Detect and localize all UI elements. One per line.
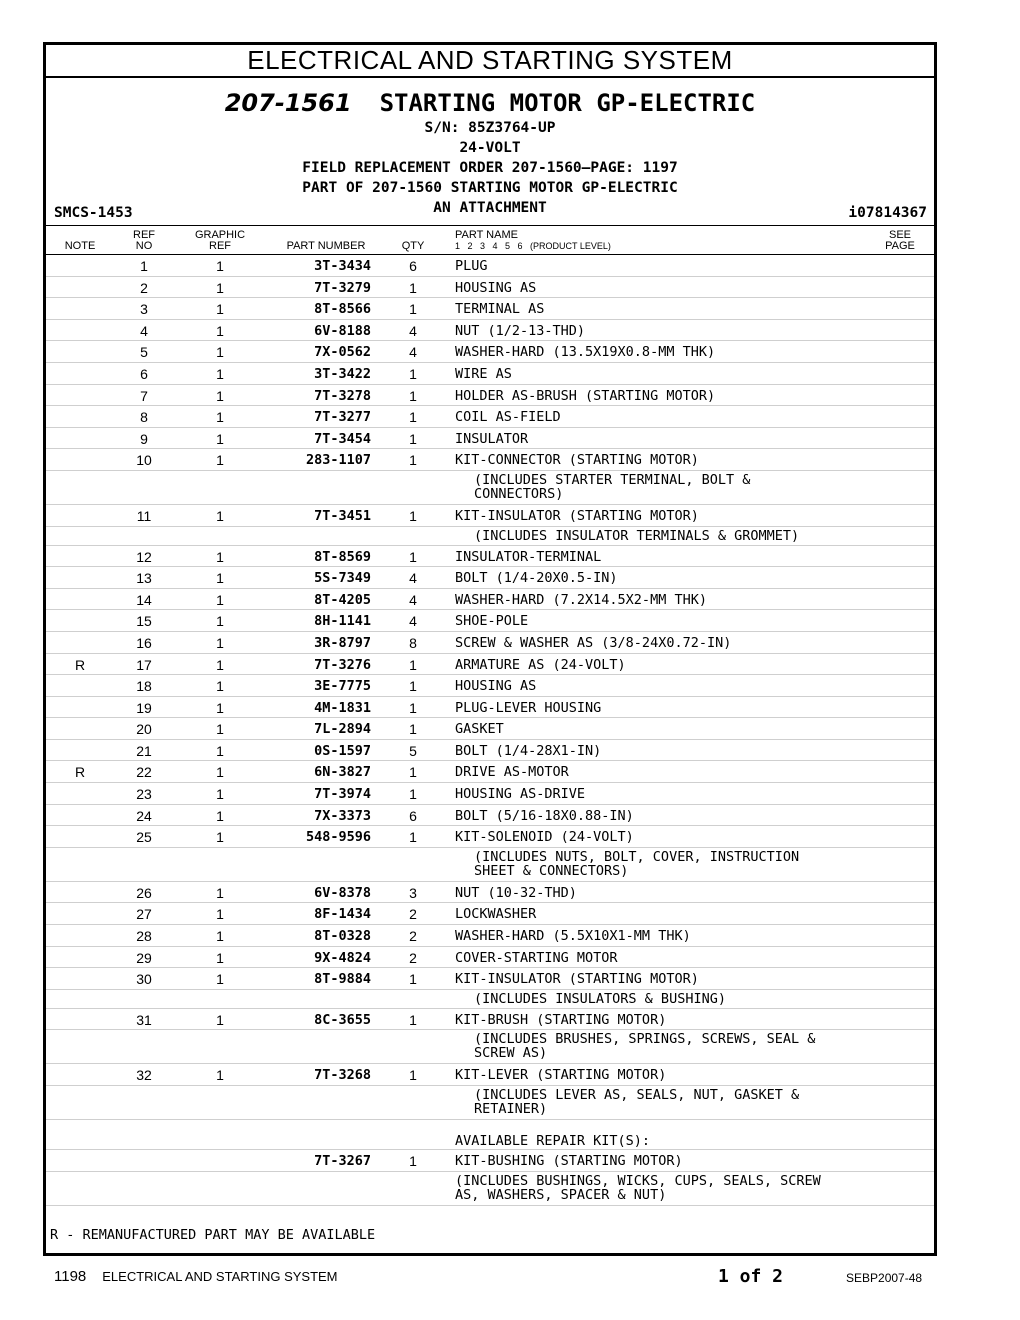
part-name-cell: KIT-CONNECTOR (STARTING MOTOR) — [455, 452, 699, 469]
part-number-cell: 8T-9884 — [314, 971, 371, 988]
sheet-indicator: 1 of 2 — [718, 1266, 784, 1287]
part-name-cell: NUT (10-32-THD) — [455, 884, 577, 901]
qty-cell: 1 — [409, 409, 417, 426]
part-note-text: (INCLUDES INSULATOR TERMINALS & GROMMET) — [474, 527, 800, 544]
part-number-cell: 6V-8188 — [314, 322, 371, 339]
part-name-cell: BOLT (1/4-20X0.5-IN) — [455, 570, 618, 587]
part-number-cell: 7T-3974 — [314, 786, 371, 803]
graphic-ref-cell: 1 — [216, 1067, 224, 1084]
table-row — [46, 805, 934, 827]
table-row — [46, 449, 934, 471]
part-name-cell: NUT (1/2-13-THD) — [455, 322, 586, 339]
table-row — [46, 632, 934, 654]
qty-cell: 1 — [409, 548, 417, 565]
ref-no-cell: 1 — [140, 258, 148, 274]
part-number-cell: 4M-1831 — [314, 699, 371, 716]
part-number-cell: 3T-3434 — [314, 258, 371, 274]
part-name-cell: WASHER-HARD (5.5X10X1-MM THK) — [455, 928, 691, 945]
part-name-cell: HOUSING AS-DRIVE — [455, 786, 586, 803]
ref-no-cell: 29 — [136, 949, 152, 966]
ref-no-cell: 27 — [136, 906, 152, 923]
part-number-cell: 283-1107 — [305, 452, 371, 469]
part-number-cell: 3E-7775 — [314, 678, 371, 695]
part-name-cell: COVER-STARTING MOTOR — [455, 949, 618, 966]
graphic-ref-cell: 1 — [216, 452, 224, 469]
part-number-cell: 7T-3278 — [314, 387, 371, 404]
part-note-text: (INCLUDES NUTS, BOLT, COVER, INSTRUCTION SHEET & CONNECTORS) — [474, 848, 800, 879]
qty-cell: 1 — [409, 678, 417, 695]
group-title — [46, 88, 934, 118]
part-number-cell: 8H-1141 — [314, 613, 371, 630]
part-note-text: (INCLUDES LEVER AS, SEALS, NUT, GASKET & RETAINER) — [474, 1087, 800, 1117]
part-note — [46, 848, 934, 882]
table-row — [46, 567, 934, 589]
qty-cell: 6 — [409, 258, 417, 274]
part-number-cell: 8C-3655 — [314, 1011, 371, 1028]
qty-cell: 8 — [409, 634, 417, 651]
col-graphic-1: GRAPHIC — [194, 229, 246, 241]
part-name-cell: ARMATURE AS (24-VOLT) — [455, 656, 626, 673]
part-note — [46, 990, 934, 1009]
qty-cell: 1 — [409, 656, 417, 673]
ref-no-cell: 2 — [140, 279, 148, 296]
qty-cell: 1 — [409, 279, 417, 296]
qty-cell: 5 — [409, 742, 417, 759]
part-note-text: (INCLUDES STARTER TERMINAL, BOLT & CONNECTORS) — [474, 471, 751, 502]
graphic-ref-cell: 1 — [216, 764, 224, 781]
part-name-cell: KIT-INSULATOR (STARTING MOTOR) — [455, 507, 699, 524]
ref-no-cell: 14 — [136, 591, 152, 608]
table-row — [46, 1064, 934, 1086]
qty-cell: 2 — [409, 928, 417, 945]
ref-no-cell: 3 — [140, 301, 148, 318]
qty-cell: 2 — [409, 949, 417, 966]
col-note: NOTE — [64, 240, 96, 252]
table-row — [46, 903, 934, 925]
qty-cell: 4 — [409, 344, 417, 361]
part-number-cell: 8F-1434 — [314, 906, 371, 923]
footer-left — [54, 1268, 338, 1285]
graphic-ref-cell: 1 — [216, 906, 224, 923]
field-replacement-order: FIELD REPLACEMENT ORDER 207-1560—PAGE: 1197 — [302, 160, 678, 176]
graphic-ref-cell: 1 — [216, 591, 224, 608]
part-number-cell: 7L-2894 — [314, 721, 371, 738]
serial-number: S/N: 85Z3764-UP — [424, 120, 556, 136]
qty-cell: 1 — [409, 1011, 417, 1028]
qty-cell: 1 — [409, 430, 417, 447]
part-name-cell: PLUG — [455, 258, 488, 274]
table-row — [46, 718, 934, 740]
part-number-cell: 7T-3268 — [314, 1067, 371, 1084]
info-reference: i07814367 — [848, 205, 927, 221]
qty-cell: 4 — [409, 570, 417, 587]
part-name-cell: GASKET — [455, 721, 504, 738]
part-name-cell: DRIVE AS-MOTOR — [455, 764, 569, 781]
ref-no-cell: 4 — [140, 322, 148, 339]
graphic-ref-cell: 1 — [216, 570, 224, 587]
part-number-cell: 7X-0562 — [314, 344, 371, 361]
part-number-cell: 8T-4205 — [314, 591, 371, 608]
ref-no-cell: 28 — [136, 928, 152, 945]
graphic-ref-cell: 1 — [216, 344, 224, 361]
table-row — [46, 546, 934, 568]
part-number-cell: 3T-3422 — [314, 365, 371, 382]
part-name-cell: LOCKWASHER — [455, 906, 537, 923]
part-note — [46, 1172, 934, 1206]
table-row — [46, 675, 934, 697]
part-of: PART OF 207-1560 STARTING MOTOR GP-ELECTRIC — [302, 180, 678, 196]
note-cell: R — [74, 764, 86, 781]
ref-no-cell: 15 — [136, 613, 152, 630]
ref-no-cell: 18 — [136, 678, 152, 695]
table-row — [46, 363, 934, 385]
part-note-text: (INCLUDES BUSHINGS, WICKS, CUPS, SEALS, SCREW AS, WASHERS, SPACER & NUT) — [455, 1172, 821, 1203]
part-number-cell: 548-9596 — [305, 829, 371, 846]
part-note — [46, 1030, 934, 1064]
table-row — [46, 341, 934, 363]
group-number: 207-1561 — [224, 89, 352, 117]
part-name-cell: SCREW & WASHER AS (3/8-24X0.72-IN) — [455, 634, 732, 651]
ref-no-cell: 11 — [136, 507, 152, 524]
part-name-cell: WIRE AS — [455, 365, 512, 382]
part-note-text: (INCLUDES BRUSHES, SPRINGS, SCREWS, SEAL & SCREW AS) — [474, 1031, 816, 1062]
qty-cell: 1 — [409, 1067, 417, 1084]
parts-page-frame — [43, 42, 937, 1256]
ref-no-cell: 12 — [136, 548, 152, 565]
table-row — [46, 697, 934, 719]
ref-no-cell: 21 — [136, 742, 152, 759]
part-note-text: (INCLUDES INSULATORS & BUSHING) — [474, 990, 726, 1007]
col-part-name: PART NAME — [455, 229, 518, 241]
part-name-cell: KIT-INSULATOR (STARTING MOTOR) — [455, 971, 699, 988]
part-name-cell: KIT-LEVER (STARTING MOTOR) — [455, 1067, 667, 1084]
part-name-cell: KIT-BRUSH (STARTING MOTOR) — [455, 1011, 667, 1028]
graphic-ref-cell: 1 — [216, 258, 224, 274]
qty-cell: 1 — [409, 786, 417, 803]
part-name-cell: TERMINAL AS — [455, 301, 545, 318]
table-row — [46, 761, 934, 783]
part-name-cell: HOUSING AS — [455, 678, 537, 695]
part-name-cell: KIT-SOLENOID (24-VOLT) — [455, 829, 634, 846]
ref-no-cell: 30 — [136, 971, 152, 988]
col-ref-1: REF — [133, 229, 155, 241]
ref-no-cell: 25 — [136, 829, 152, 846]
group-name: STARTING MOTOR GP-ELECTRIC — [379, 89, 756, 117]
qty-cell: 2 — [409, 906, 417, 923]
table-row — [46, 740, 934, 762]
group-header — [46, 78, 934, 226]
ref-no-cell: 24 — [136, 807, 152, 824]
part-number-cell: 8T-0328 — [314, 928, 371, 945]
part-number-cell: 8T-8569 — [314, 548, 371, 565]
part-note — [46, 1086, 934, 1120]
graphic-ref-cell: 1 — [216, 322, 224, 339]
table-row — [46, 654, 934, 676]
ref-no-cell: 23 — [136, 786, 152, 803]
col-see-page-1: SEE — [888, 229, 911, 241]
column-header — [46, 226, 934, 255]
ref-no-cell: 19 — [136, 699, 152, 716]
col-qty: QTY — [401, 240, 425, 252]
part-note — [46, 527, 934, 546]
graphic-ref-cell: 1 — [216, 1011, 224, 1028]
qty-cell: 1 — [409, 971, 417, 988]
col-product-level: 1 2 3 4 5 6 (PRODUCT LEVEL) — [455, 241, 611, 251]
table-row — [46, 589, 934, 611]
ref-no-cell: 9 — [140, 430, 148, 447]
part-number-cell: 3R-8797 — [314, 634, 371, 651]
qty-cell: 1 — [409, 301, 417, 318]
table-row — [46, 826, 934, 848]
graphic-ref-cell: 1 — [216, 742, 224, 759]
part-name-cell: HOLDER AS-BRUSH (STARTING MOTOR) — [455, 387, 716, 404]
qty-cell: 1 — [409, 721, 417, 738]
table-row — [46, 783, 934, 805]
graphic-ref-cell: 1 — [216, 613, 224, 630]
qty-cell: 1 — [409, 452, 417, 469]
qty-cell: 1 — [409, 829, 417, 846]
graphic-ref-cell: 1 — [216, 409, 224, 426]
table-row — [46, 968, 934, 990]
part-name-cell: COIL AS-FIELD — [455, 409, 561, 426]
part-name-cell: WASHER-HARD (13.5X19X0.8-MM THK) — [455, 344, 716, 361]
ref-no-cell: 6 — [140, 365, 148, 382]
graphic-ref-cell: 1 — [216, 884, 224, 901]
graphic-ref-cell: 1 — [216, 387, 224, 404]
footer-section: ELECTRICAL AND STARTING SYSTEM — [102, 1269, 338, 1284]
part-number-cell: 7X-3373 — [314, 807, 371, 824]
attachment: AN ATTACHMENT — [433, 200, 547, 216]
part-name-cell: KIT-BUSHING (STARTING MOTOR) — [455, 1153, 683, 1169]
part-number-cell: 7T-3267 — [314, 1153, 371, 1169]
col-part-number: PART NUMBER — [286, 240, 366, 252]
graphic-ref-cell: 1 — [216, 678, 224, 695]
qty-cell: 6 — [409, 807, 417, 824]
part-name-cell: WASHER-HARD (7.2X14.5X2-MM THK) — [455, 591, 707, 608]
note-cell: R — [74, 656, 86, 673]
part-number-cell: 8T-8566 — [314, 301, 371, 318]
table-row — [46, 947, 934, 969]
qty-cell: 1 — [409, 387, 417, 404]
table-row — [46, 1009, 934, 1031]
qty-cell: 4 — [409, 591, 417, 608]
part-name-cell: INSULATOR-TERMINAL — [455, 548, 602, 565]
qty-cell: 1 — [409, 365, 417, 382]
col-ref-2: NO — [135, 240, 153, 252]
table-row — [46, 428, 934, 450]
part-name-cell: BOLT (5/16-18X0.88-IN) — [455, 807, 634, 824]
graphic-ref-cell: 1 — [216, 971, 224, 988]
graphic-ref-cell: 1 — [216, 656, 224, 673]
qty-cell: 3 — [409, 884, 417, 901]
part-name-cell: SHOE-POLE — [455, 613, 529, 630]
table-row — [46, 925, 934, 947]
part-number-cell: 7T-3277 — [314, 409, 371, 426]
graphic-ref-cell: 1 — [216, 807, 224, 824]
part-number-cell: 9X-4824 — [314, 949, 371, 966]
table-row — [46, 255, 934, 277]
table-row — [46, 320, 934, 342]
table-row — [46, 406, 934, 428]
ref-no-cell: 32 — [136, 1067, 152, 1084]
table-row — [46, 882, 934, 904]
document-number: SEBP2007-48 — [846, 1271, 923, 1285]
part-name-cell: PLUG-LEVER HOUSING — [455, 699, 602, 716]
repair-kit-row — [46, 1150, 934, 1172]
part-name-cell: HOUSING AS — [455, 279, 537, 296]
table-row — [46, 610, 934, 632]
graphic-ref-cell: 1 — [216, 279, 224, 296]
table-row — [46, 385, 934, 407]
graphic-ref-cell: 1 — [216, 548, 224, 565]
col-see-page-2: PAGE — [885, 240, 915, 252]
part-name-cell: INSULATOR — [455, 430, 529, 447]
part-number-cell: 6N-3827 — [314, 764, 371, 781]
graphic-ref-cell: 1 — [216, 507, 224, 524]
qty-cell: 1 — [409, 764, 417, 781]
section-title: ELECTRICAL AND STARTING SYSTEM — [46, 45, 934, 78]
graphic-ref-cell: 1 — [216, 301, 224, 318]
ref-no-cell: 17 — [136, 656, 152, 673]
graphic-ref-cell: 1 — [216, 634, 224, 651]
ref-no-cell: 7 — [140, 387, 148, 404]
graphic-ref-cell: 1 — [216, 928, 224, 945]
ref-no-cell: 20 — [136, 721, 152, 738]
part-note-text: AVAILABLE REPAIR KIT(S): — [455, 1133, 651, 1149]
smcs-code: SMCS-1453 — [54, 205, 133, 221]
part-number-cell: 5S-7349 — [314, 570, 371, 587]
qty-cell: 4 — [409, 322, 417, 339]
ref-no-cell: 8 — [140, 409, 148, 426]
graphic-ref-cell: 1 — [216, 721, 224, 738]
table-row — [46, 277, 934, 299]
parts-list — [46, 255, 934, 1206]
page-number: 1198 — [54, 1268, 87, 1285]
graphic-ref-cell: 1 — [216, 786, 224, 803]
graphic-ref-cell: 1 — [216, 365, 224, 382]
ref-no-cell: 10 — [136, 452, 152, 469]
part-number-cell: 7T-3454 — [314, 430, 371, 447]
part-number-cell: 7T-3276 — [314, 656, 371, 673]
col-graphic-2: REF — [209, 240, 231, 252]
ref-no-cell: 13 — [136, 570, 152, 587]
qty-cell: 4 — [409, 613, 417, 630]
part-number-cell: 6V-8378 — [314, 884, 371, 901]
part-number-cell: 7T-3451 — [314, 507, 371, 524]
ref-no-cell: 5 — [140, 344, 148, 361]
part-number-cell: 7T-3279 — [314, 279, 371, 296]
part-note — [46, 471, 934, 505]
qty-cell: 1 — [409, 699, 417, 716]
remanufactured-remark: R - REMANUFACTURED PART MAY BE AVAILABLE — [50, 1227, 376, 1243]
part-name-cell: BOLT (1/4-28X1-IN) — [455, 742, 602, 759]
voltage: 24-VOLT — [459, 140, 521, 156]
table-row — [46, 298, 934, 320]
graphic-ref-cell: 1 — [216, 949, 224, 966]
table-row — [46, 505, 934, 527]
part-note — [46, 1120, 934, 1150]
graphic-ref-cell: 1 — [216, 699, 224, 716]
part-number-cell: 0S-1597 — [314, 742, 371, 759]
graphic-ref-cell: 1 — [216, 430, 224, 447]
qty-cell: 1 — [409, 1153, 417, 1169]
ref-no-cell: 22 — [136, 764, 152, 781]
ref-no-cell: 31 — [136, 1011, 152, 1028]
ref-no-cell: 16 — [136, 634, 152, 651]
ref-no-cell: 26 — [136, 884, 152, 901]
graphic-ref-cell: 1 — [216, 829, 224, 846]
qty-cell: 1 — [409, 507, 417, 524]
